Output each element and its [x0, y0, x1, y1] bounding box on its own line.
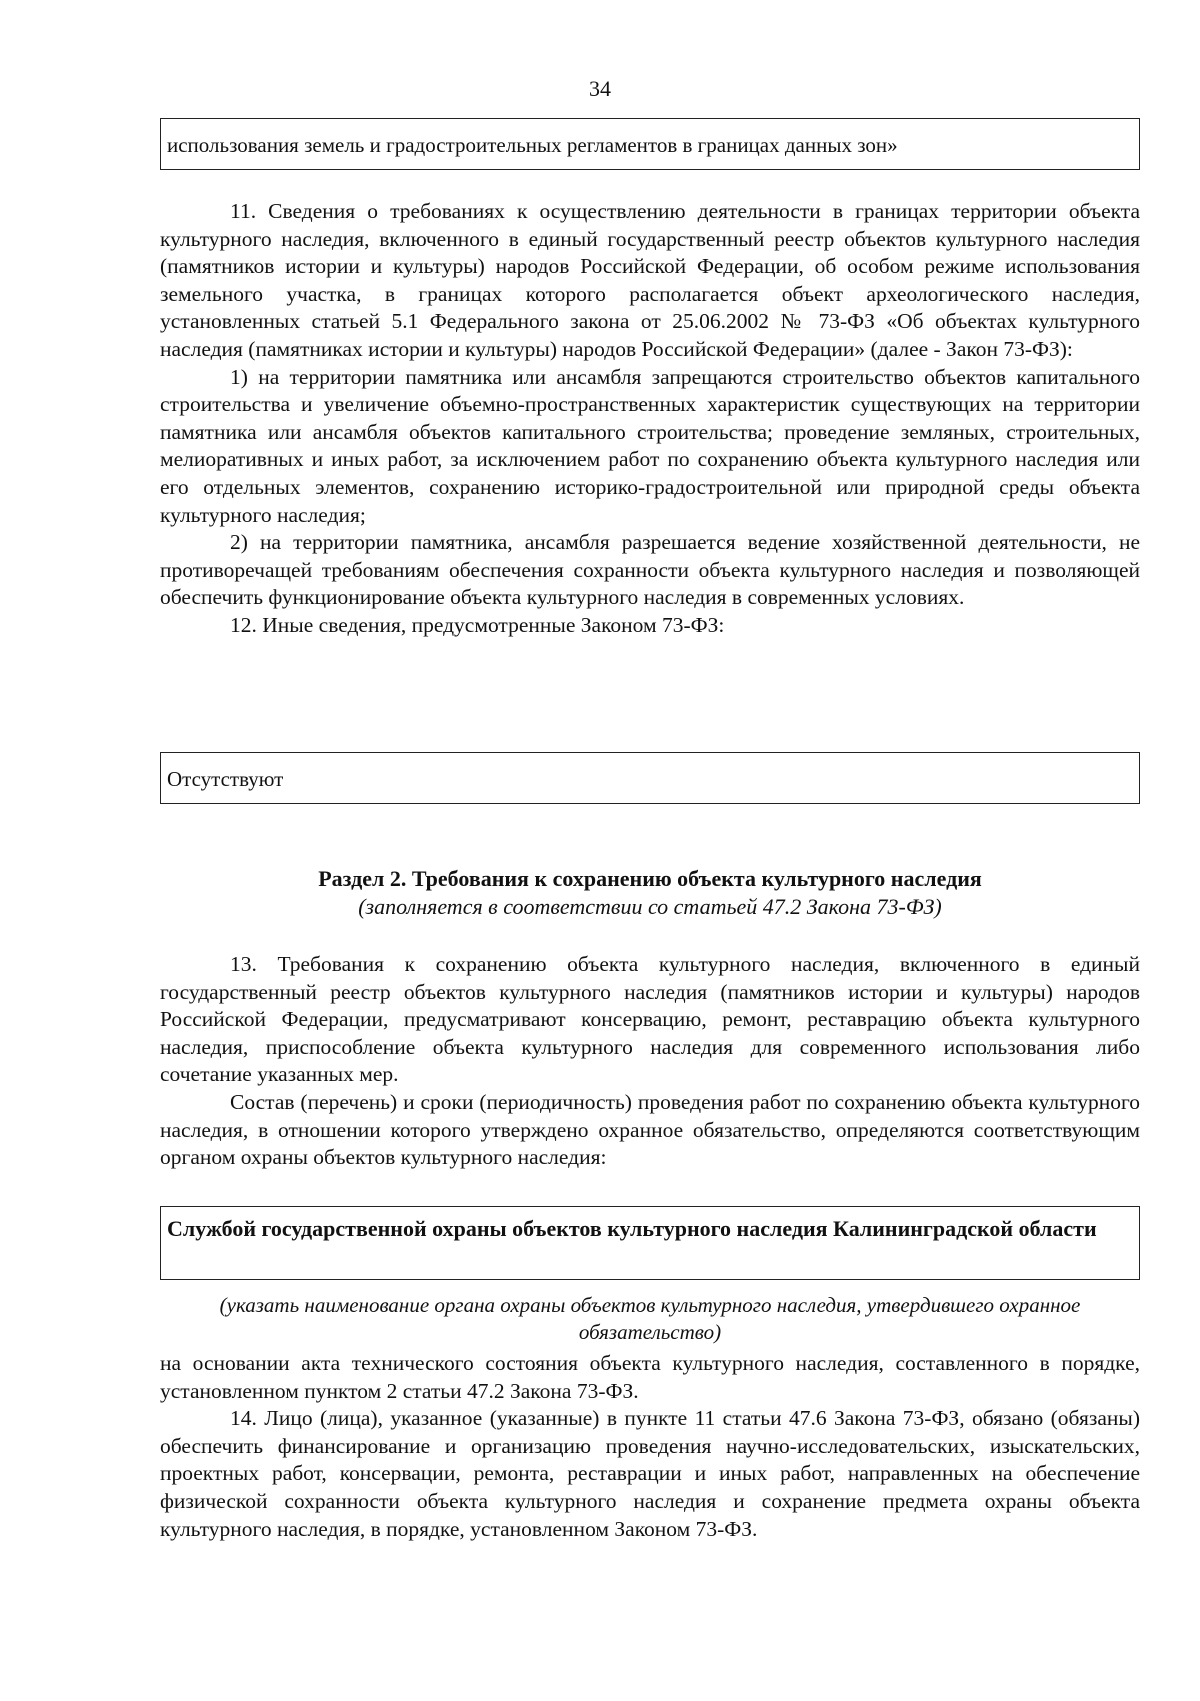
paragraph-composition: Состав (перечень) и сроки (периодичность) проведения работ по сохранению объекта культурного наследия, в отношении которого утверждено охранное обязательство, определяются соответствующим органом охраны объектов культурного наследия:: [160, 1089, 1140, 1170]
section-2-text: [160, 951, 1140, 1172]
page-number: 34: [589, 76, 611, 101]
section-3-text: [160, 1350, 1140, 1543]
list-item-1: 1) на территории памятника или ансамбля запрещаются строительство объектов капитального строительства и увеличение объемно-пространственных характеристик существующих на территории памятника или ансамбля объектов капитального строительства; проведение земляных, строительных, мелиоративных и иных работ, за исключением работ по сохранению объекта культурного наследия или его отдельных элементов, сохранению историко-градостроительной или природной среды объекта культурного наследия;: [160, 364, 1140, 527]
authority-table-cell: Службой государственной охраны объектов культурного наследия Калининградской области: [160, 1206, 1140, 1280]
paragraph-11: 11. Сведения о требованиях к осуществлению деятельности в границах территории объекта культурного наследия, включенного в единый государственный реестр объектов культурного наследия (памятников истории и культуры) народов Российской Федерации, об особом режиме использования земельного участка, в границах которого располагается объект археологического наследия, установленных статьей 5.1 Федерального закона от 25.06.2002 № 73-ФЗ «Об объектах культурного наследия (памятниках истории и культуры) народов Российской Федерации» (далее - Закон 73-ФЗ):: [160, 199, 1140, 361]
section-subtitle: (заполняется в соответствии со статьей 47.2 Закона 73-ФЗ): [358, 894, 942, 919]
authority-caption: (указать наименование органа охраны объектов культурного наследия, утвердившего охранное обязательство): [219, 1293, 1081, 1344]
section-title: Раздел 2. Требования к сохранению объекта культурного наследия: [318, 866, 982, 891]
continued-table-cell: использования земель и градостроительных регламентов в границах данных зон»: [160, 118, 1140, 170]
section-1-text: [160, 198, 1140, 640]
section-2-heading: [160, 865, 1140, 921]
paragraph-basis: на основании акта технического состояния объекта культурного наследия, составленного в порядке, установленном пунктом 2 статьи 47.2 Закона 73-ФЗ.: [160, 1351, 1140, 1403]
paragraph-13: 13. Требования к сохранению объекта культурного наследия, включенного в единый государственный реестр объектов культурного наследия (памятников истории и культуры) народов Российской Федерации, предусматривают консервацию, ремонт, реставрацию объекта культурного наследия, приспособление объекта культурного наследия для современного использования либо сочетание указанных мер.: [160, 952, 1140, 1087]
paragraph-14: 14. Лицо (лица), указанное (указанные) в пункте 11 статьи 47.6 Закона 73-ФЗ, обязано (обязаны) обеспечить финансирование и организацию проведения научно-исследовательских, изыскательских, проектных работ, консервации, ремонта, реставрации и иных работ, направленных на обеспечение физической сохранности объекта культурного наследия и сохранение предмета охраны объекта культурного наследия, в порядке, установленном Законом 73-ФЗ.: [160, 1406, 1140, 1541]
list-item-2: 2) на территории памятника, ансамбля разрешается ведение хозяйственной деятельности, не противоречащей требованиям обеспечения сохранности объекта культурного наследия и позволяющей обеспечить функционирование объекта культурного наследия в современных условиях.: [160, 530, 1140, 610]
absent-table-cell: Отсутствуют: [160, 752, 1140, 804]
paragraph-12: 12. Иные сведения, предусмотренные Законом 73-ФЗ:: [230, 612, 725, 637]
